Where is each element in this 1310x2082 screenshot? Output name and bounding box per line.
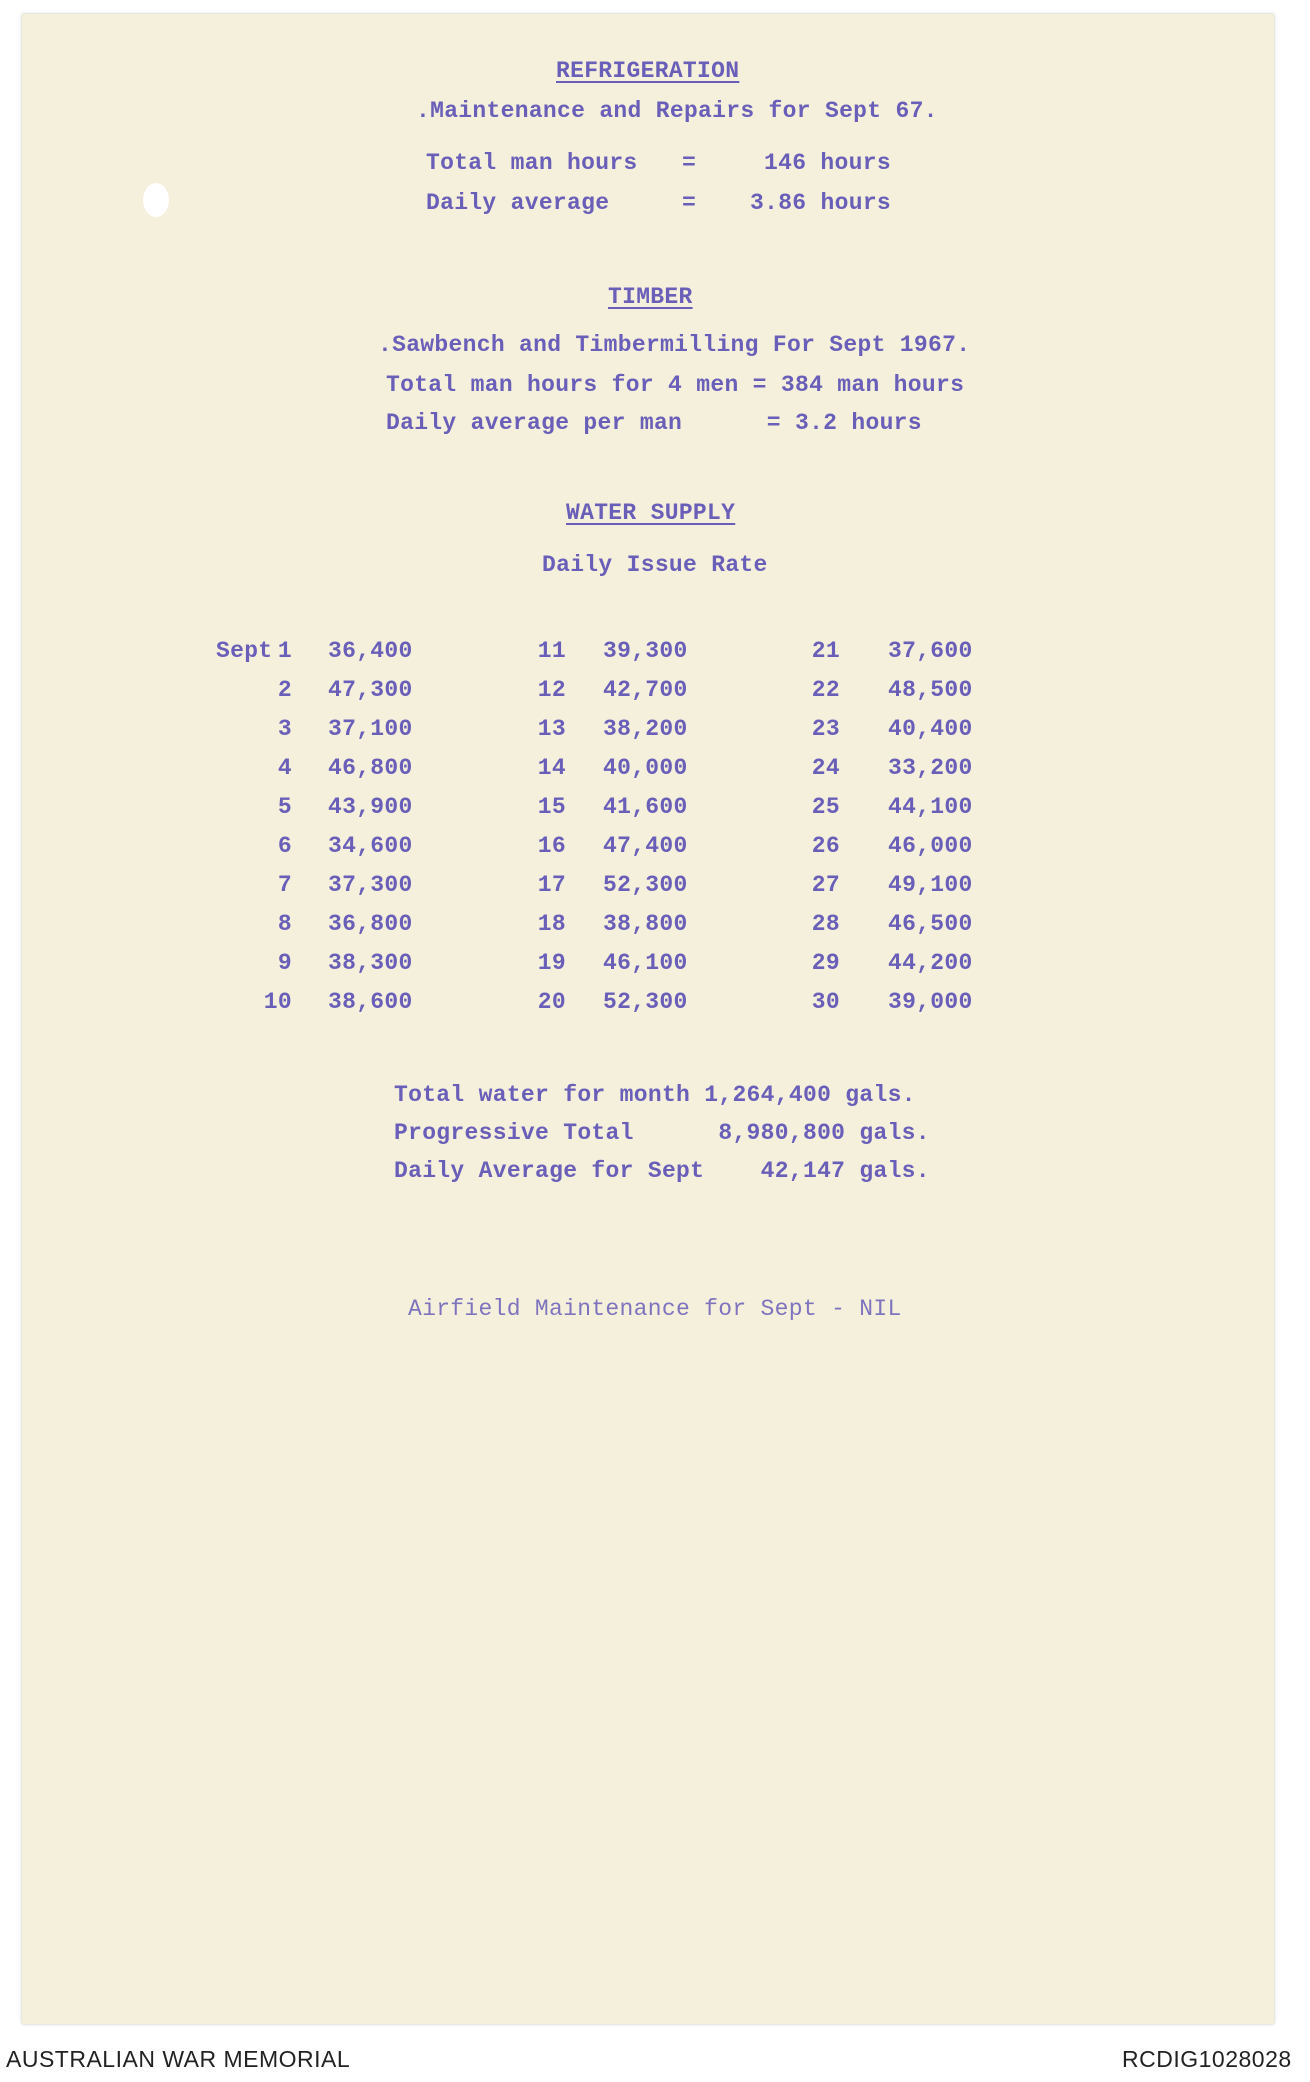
issue-value: 37,100 bbox=[328, 716, 413, 742]
issue-value: 44,200 bbox=[888, 950, 973, 976]
day-number: 4 bbox=[277, 755, 292, 781]
day-number: 10 bbox=[263, 989, 292, 1015]
refrigeration-label-2: Daily average bbox=[426, 190, 610, 216]
issue-value: 38,600 bbox=[328, 989, 413, 1015]
issue-value: 39,300 bbox=[603, 638, 688, 664]
day-number: 14 bbox=[537, 755, 566, 781]
timber-subtitle: .Sawbench and Timbermilling For Sept 1967. bbox=[378, 332, 971, 358]
day-number: 20 bbox=[537, 989, 566, 1015]
refrigeration-value-2: 3.86 hours bbox=[750, 190, 892, 216]
timber-heading: TIMBER bbox=[608, 284, 693, 310]
issue-value: 52,300 bbox=[603, 872, 688, 898]
issue-value: 47,300 bbox=[328, 677, 413, 703]
day-number: 11 bbox=[537, 638, 566, 664]
refrigeration-heading: REFRIGERATION bbox=[556, 58, 740, 84]
refrigeration-eq-2: = bbox=[682, 190, 697, 216]
day-number: 27 bbox=[811, 872, 840, 898]
day-number: 30 bbox=[811, 989, 840, 1015]
day-number: 6 bbox=[277, 833, 292, 859]
issue-value: 40,000 bbox=[603, 755, 688, 781]
timber-line-2: Daily average per man = 3.2 hours bbox=[386, 410, 922, 436]
refrigeration-eq-1: = bbox=[682, 150, 697, 176]
day-number: 22 bbox=[811, 677, 840, 703]
daily-average-line: Daily Average for Sept 42,147 gals. bbox=[394, 1158, 930, 1184]
issue-value: 33,200 bbox=[888, 755, 973, 781]
water-subtitle: Daily Issue Rate bbox=[542, 552, 768, 578]
day-number: 7 bbox=[277, 872, 292, 898]
issue-value: 36,800 bbox=[328, 911, 413, 937]
issue-value: 36,400 bbox=[328, 638, 413, 664]
day-number: 23 bbox=[811, 716, 840, 742]
day-number: 2 bbox=[277, 677, 292, 703]
day-number: 18 bbox=[537, 911, 566, 937]
issue-value: 40,400 bbox=[888, 716, 973, 742]
issue-value: 42,700 bbox=[603, 677, 688, 703]
day-number: 1 bbox=[277, 638, 292, 664]
progressive-total-line: Progressive Total 8,980,800 gals. bbox=[394, 1120, 930, 1146]
day-number: 17 bbox=[537, 872, 566, 898]
issue-value: 46,000 bbox=[888, 833, 973, 859]
day-number: 9 bbox=[277, 950, 292, 976]
refrigeration-subtitle: .Maintenance and Repairs for Sept 67. bbox=[416, 98, 938, 124]
timber-line-1: Total man hours for 4 men = 384 man hours bbox=[386, 372, 965, 398]
issue-value: 39,000 bbox=[888, 989, 973, 1015]
total-water-line: Total water for month 1,264,400 gals. bbox=[394, 1082, 916, 1108]
day-number: 8 bbox=[277, 911, 292, 937]
issue-value: 44,100 bbox=[888, 794, 973, 820]
day-number: 24 bbox=[811, 755, 840, 781]
punch-hole bbox=[143, 183, 169, 217]
day-number: 21 bbox=[811, 638, 840, 664]
issue-value: 38,300 bbox=[328, 950, 413, 976]
issue-value: 43,900 bbox=[328, 794, 413, 820]
issue-value: 52,300 bbox=[603, 989, 688, 1015]
document-page bbox=[22, 14, 1274, 2024]
issue-value: 46,800 bbox=[328, 755, 413, 781]
issue-value: 48,500 bbox=[888, 677, 973, 703]
footer-left: AUSTRALIAN WAR MEMORIAL bbox=[6, 2046, 351, 2072]
month-label: Sept bbox=[216, 638, 273, 664]
issue-value: 34,600 bbox=[328, 833, 413, 859]
refrigeration-value-1: 146 hours bbox=[764, 150, 891, 176]
day-number: 15 bbox=[537, 794, 566, 820]
day-number: 3 bbox=[277, 716, 292, 742]
footer-right: RCDIG1028028 bbox=[1122, 2046, 1292, 2072]
issue-value: 37,600 bbox=[888, 638, 973, 664]
issue-value: 37,300 bbox=[328, 872, 413, 898]
issue-value: 47,400 bbox=[603, 833, 688, 859]
issue-value: 41,600 bbox=[603, 794, 688, 820]
day-number: 19 bbox=[537, 950, 566, 976]
water-heading: WATER SUPPLY bbox=[566, 500, 736, 526]
issue-value: 49,100 bbox=[888, 872, 973, 898]
airfield-line: Airfield Maintenance for Sept - NIL bbox=[408, 1296, 902, 1322]
day-number: 12 bbox=[537, 677, 566, 703]
issue-value: 46,500 bbox=[888, 911, 973, 937]
issue-value: 46,100 bbox=[603, 950, 688, 976]
day-number: 13 bbox=[537, 716, 566, 742]
day-number: 29 bbox=[811, 950, 840, 976]
day-number: 26 bbox=[811, 833, 840, 859]
issue-value: 38,200 bbox=[603, 716, 688, 742]
day-number: 5 bbox=[277, 794, 292, 820]
day-number: 16 bbox=[537, 833, 566, 859]
issue-value: 38,800 bbox=[603, 911, 688, 937]
day-number: 25 bbox=[811, 794, 840, 820]
day-number: 28 bbox=[811, 911, 840, 937]
refrigeration-label-1: Total man hours bbox=[426, 150, 638, 176]
